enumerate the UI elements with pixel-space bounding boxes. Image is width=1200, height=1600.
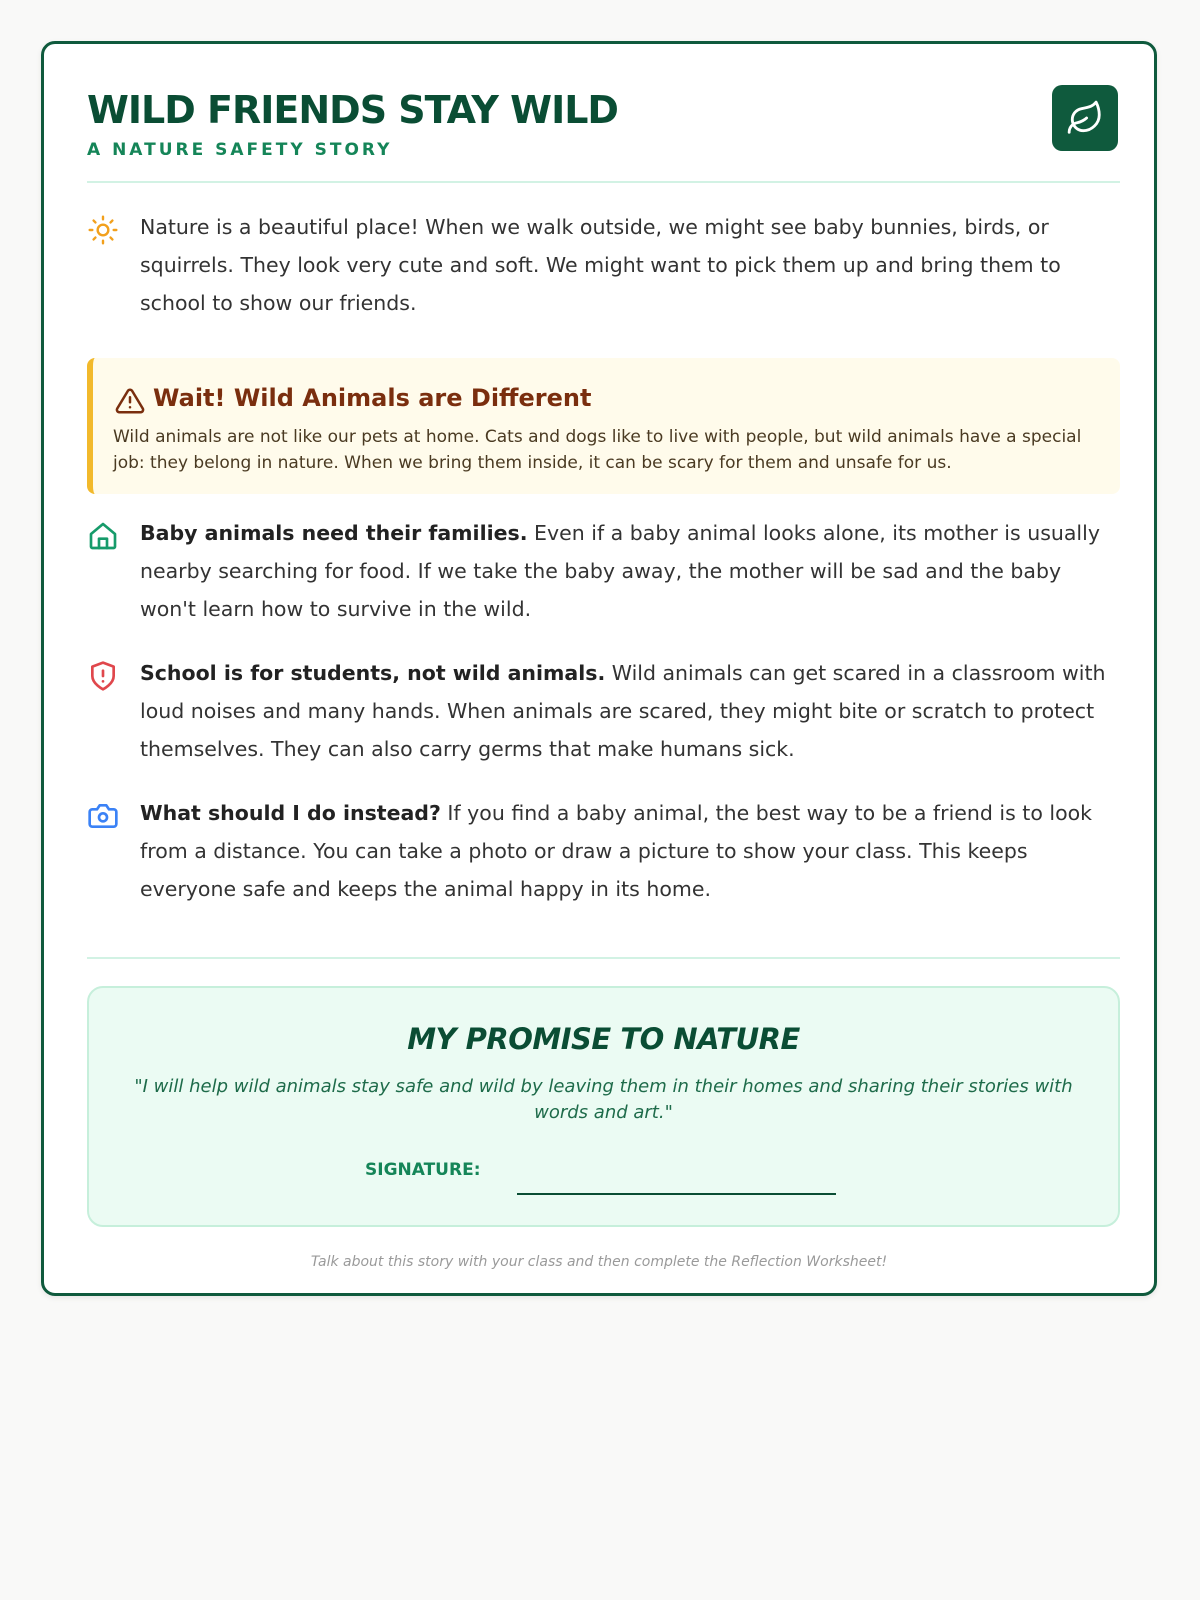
signature-label: SIGNATURE: [365,1160,481,1180]
leaf-icon [1066,99,1104,137]
section-heading: Baby animals need their families. [140,521,528,545]
section-text [140,794,1120,908]
camera-icon [87,800,119,832]
section-body: If you find a baby animal, the best way to be a friend is to look from a distance. You can take a photo or draw a picture to show your class. This keeps everyone safe and keeps the animal happy in its home. [140,801,1093,901]
warning-body: Wild animals are not like our pets at home. Cats and dogs like to live with people, but wild animals have a special job: they belong in nature. When we bring them inside, it can be scary for them and unsafe for us. [113,427,1082,473]
section-body: Wild animals can get scared in a classroom with loud noises and many hands. When animals are scared, they might bite or scratch to protect themselves. They can also carry germs that make humans sick. [140,661,1106,761]
header-divider [87,181,1120,183]
shield-alert-icon [87,660,119,692]
warning-callout [87,358,1120,494]
section-text [140,654,1120,768]
signature-line[interactable] [517,1193,836,1195]
house-icon [87,520,119,552]
content-divider [87,957,1120,959]
leaf-logo [1052,85,1118,151]
footer-note: Talk about this story with your class and then complete the Reflection Worksheet! [310,1254,888,1270]
section-text [140,514,1120,628]
story-card [41,41,1157,1296]
section-heading: What should I do instead? [140,801,441,825]
promise-box [87,986,1120,1227]
warning-title: Wait! Wild Animals are Different [153,384,592,412]
section-instead [87,794,1120,908]
section-families [87,514,1120,628]
page-subtitle: A NATURE SAFETY STORY [87,140,393,160]
intro-text: Nature is a beautiful place! When we walk outside, we might see baby bunnies, birds, or squirrels. They look very cute and soft. We might want to pick them up and bring them to school to show our friends. [140,215,1061,315]
sun-icon [87,214,119,246]
intro-paragraph [87,208,1120,322]
section-school [87,654,1120,768]
promise-title: MY PROMISE TO NATURE [407,1022,800,1056]
page-title: WILD FRIENDS STAY WILD [87,88,618,132]
section-body: Even if a baby animal looks alone, its mother is usually nearby searching for food. If we take the baby away, the mother will be sad and the baby won't learn how to survive in the wild. [140,521,1100,621]
section-heading: School is for students, not wild animals. [140,661,606,685]
promise-quote: "I will help wild animals stay safe and wild by leaving them in their homes and sharing their stories with words and art." [134,1076,1073,1123]
warning-triangle-icon [115,386,145,416]
